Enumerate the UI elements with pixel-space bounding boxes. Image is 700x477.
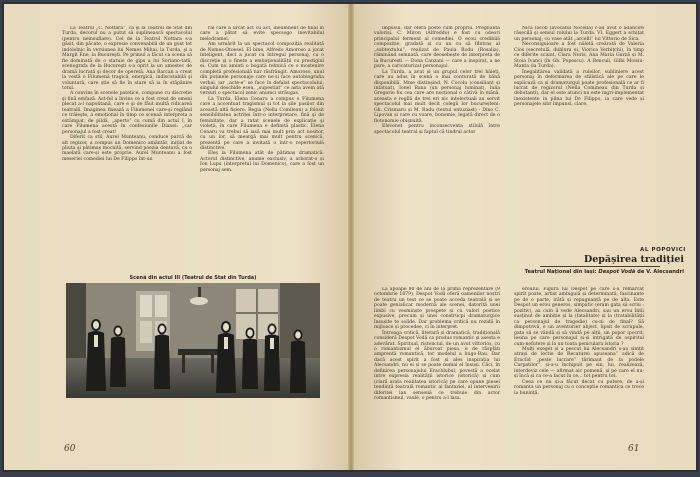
book-spread [4,4,696,470]
article-column-1 [374,287,500,439]
right-column-2 [514,26,644,241]
paragraph: Am urmărit la un spectacol compoziția realitată de Nemes-Otoesel. El bine, Alfredo Amoroso a jucat inteligent, deci a jucat cu întregul personaj, cu o discreție şi o finete a embaţionalității cu prestigiul ei. Cum nu aminti o bogată tehnică ce o moștenire completă profesională nar răsfrângit. Amoroso, unul din puținele personaje care ne-și face autobiografia verbal, iar „acte-e” se face în defalat spectacolului, singulul deschide eseu, „supestiat” ce asta avem ată versuri o spectacol zenic anumci străugas. [200,42,324,97]
subtitle-play: Despot Vodă [598,269,636,275]
paragraph: A convins în scenele patetice, compune cu discreție şi fină emfază. Ast-fel a învins ce a fost creat de omeni plecat a-l napolitană, care e şi de făut multă ridicareă teatrală. Imaginea fixează a Filumenei care-şi reglând ce trăieşte, a emoțional în timp ce scenaă interpreta a extâmpat, de pildă, „aperto” cu cumă din actul I, în care Filumena acestă în confesiunile Dianei: „car personajul a fost creat! [62,91,192,135]
paragraph: La apoape 80 de ani de la prima reprezentare (9 octombrie 1879), Despot Vodă oferă oamenilor noștri de teatru un text ce se poate acceda teatrală și se poate genialicar modernă ale scenei, datorită unei limbi cu vesminște prospete și cu valori poetice expusive, precum și unei construcpi dramaturgice însușite te solide. Dar problema critică nu rezidă în mijloace și procedee, ci în interpret. [374,287,500,331]
paragraph: Înegalitărea validată a ruleilor, subliniere acest personaj în deformarea de stilistică ale pe care le explicază ca și dramaturgul poate profesională ce ar fi lucrat de regizorul (Nella Comineau din Turda și debutanti), dar el este atunci nu este ingri-implementat inexistente in plina lui De Filippo, ia care vede și personajele sinr impunsi, clare. [514,69,644,108]
article-subtitle [466,269,684,275]
paragraph: ral care a urcat act cu act, ineumnent de final în care a pătat să evite specsogo inevitabilul melodramei. [200,26,324,42]
left-column-2 [200,26,324,271]
paragraph: Neconsiguioare a fost năletă creărată de Valeria Cios (secretulă, dublura ei, Viorica Verbițchi), în timp ce diferite sciunt, Clara Noris, Ana Maria Gurză și M. Stoia Ivanci (în Gb. Popescu). A Bencuii, Gilbi Moisiu-Manta (la Turda). [514,42,644,70]
paragraph: Elevenet pentru inconsecventa stilulă între spectacolul teatral și faptul că tindrul actor [374,124,500,135]
paragraph: La Turda, a avut și un grupul celor trei băieți, care au adus în scenă o mai conturată de bănă disponibilă. Mme distinșind, N. Cocolu (consiliant și infatuat), Ionel Bana (un personaj luminat), Iulia Gregorie fiu cea care are nocțional o câtivă în mână, aceasta e regîlă de trei eri nic intelectuali au servit spectacolul mai mult decit colegii lor bucureșteni: Gh. Crismaru și M. Radu (textul entuziast) - Dino C. Lipovan și care cu voare, bonomie, legată direct de o flotonomie obișnuită. [374,69,500,124]
subtitle-suffix: de V. Alecsandri [637,269,684,275]
article-column-2 [514,287,644,439]
page-number-left: 60 [64,444,76,454]
stage-photo [66,283,320,398]
article-title: Depășirea tradiției [583,254,684,265]
left-column-1 [62,26,192,271]
paragraph: La Turda, Elena Cenaru a compus o Filumena care a accentuat tragismul și tot la șile pasilor din această altă fișiere. Regia (Nella Comilean) a folosit sensibilitatea actriței într-o interpretare, fină şi de feminitate, dar a ratat scenele de explicație şi violeță, în care Filumena e definită plastic. Elena Cenaru va trebui să iasă mai mult prin act nositor, cu un lor, să meargă mai mult pentru scenică, prezentă pe care a invitată o într-o repertoriulă distinctive. [200,96,324,151]
paragraph: La Teatrul „C. Nottara”, ca şi la Teatrul de Stat din Turda, decorul nu a putut să suplinească spectacolul (pentru neinsuflare). Cel de la Teatrul Nottara s-a găsit, din păcate, o expresie convenabilă de un gust tot indoielnic în versiunea lui Nemes Mihai, la Turda, şi a Margit Ene, la Bucureşti. Pe primul a făcut ca scena să fie dominată de o statuie de gips a lui Soriano-tată, scenografa de la Bucureşti s-a oprit la un amestec de dramă lucrată şi decor de operetă. Ana Barcan a creat la vestă o Filumenă tragică, energică, indiscutabilă şi voluntară, care ştie să fie în stare să ia în stăpânire totul. [62,26,192,91]
paragraph: Întreaga critică, literară și dramatică, tradițională consideră Despot Vodă ca produs romantic și asesta e adevărat. Spiritual, riștenciul, de un avut vittorios, cu o romantizmul el ăburoat piesa, e de răsplăti amprentă romantică, tor modelul a hugo-Bau. Dar dacă acest spirit a fost și ales inspirația lui Alecsandri, nu ei și se poate numai el însuși. Căci, în definirea personajului Erachlubul, povestă a ocelat intre expresia realității istorice (istorică) și cum (clară arata realitatea istorică) pe care opune piesei tendință teatrală romantic al fantaziei, al intervenirii diferitei lan sensenă ce trebuie din actor romantismul, vaulé, o pentru a-l lasa. [374,330,500,402]
paragraph: Diferit ca stil, Aurel Munteanu, conduce parcă de alt regizor, a compus un Domenico amântăr, inițiat de pliuta şi pătimaș mocnită, servind poezia dentuvă, cu o maelată care-și este proprie. Aurel Munteanu a fost meseriei comediei lui De Filippo înt-un [62,135,192,162]
paragraph: impusul, dar oferă poste cum propriu. Pregnantă valoriși. C. Miron (Alfreddo) e fost cu odeori principalul ferment al comediei. O ecou credibilă compoziție, gradată și cu un cu să flîntraș al „subtextului”, realizat de Paula Rodu (Rosalia), rămlnând semnată, care deosebește de interpreta de la București — Dona Canzani — care a inspirat, a ne pare, a caricaturizat personajul. [374,26,500,70]
photo-caption: Scenă din actul III (Teatrul de Stat din Turda) [129,275,257,281]
paragraph: Mulți exeget și a pescut lui Alecsandri s-au simțit atrași de lectie de Recaturei apuseana” adică de Eraclid „peste lucrare” tărimaut de la podele Carpatilor”, și-a-u închipuit pe sin, lui, realizează, interdeviz cele — afirmat aic pomenă, și pe care el nu-și încâ și ca ce-a facut în ce... tot pentru tot. [514,346,644,380]
right-page [354,4,696,470]
author-signature: AL POPOVICI [640,247,686,253]
paragraph: Ceea ce nu și-a făcut decat cu putere, de a-și romanta un personaj cu o conceptie romantica ce trece la bunință. [514,379,644,396]
paragraph: Eleș la Filumena atât de pătimaș dramatică. Actorul distinctive, anume exclusiv, a arborat-o și Ion Lupu (interpretul lui Domenico), care a fost un personaj sem. [200,151,324,173]
paragraph: eroului. Figura lui Despot pe care s-a remarcat spirit poate, artist ambiguiă și determinată, fascinante pe de o parte, irătă și repugnantă pe de alta. Este Despot un erou generos, simpatic (eram gata să scriu : pozitiv), aa cum il vede Alecsandri, sau un erou întîi susținut de ambiție și la (fatalitate) și la (tratabilității ca personajul de tragedie) cu-ni de final? Să dimpotrivă, e un aventurier abject, lipsit de scrupule, gata să se vândă și să vindă pe alții, un popor ipocrit, lesina pe care personajul și-și intrigată de ospiritul cum-nefutere și la un toata peniculara istoria ? [514,287,644,347]
page-number-right: 61 [628,444,640,454]
right-column-1 [374,26,500,241]
paragraph: Nica Iacob (avocatul Nocella) c-au avut o adâncire răsecilă şi sensul rolului la Turda. VI. Eggert a schițat un personaj; cu vase atât „arcelli” lui Vittorio de Sica. [514,26,644,42]
stage-photo-image [66,283,320,398]
title-underline [540,266,660,267]
left-page [4,4,348,470]
subtitle-prefix: Teatrul Național din Iași: [524,269,597,275]
